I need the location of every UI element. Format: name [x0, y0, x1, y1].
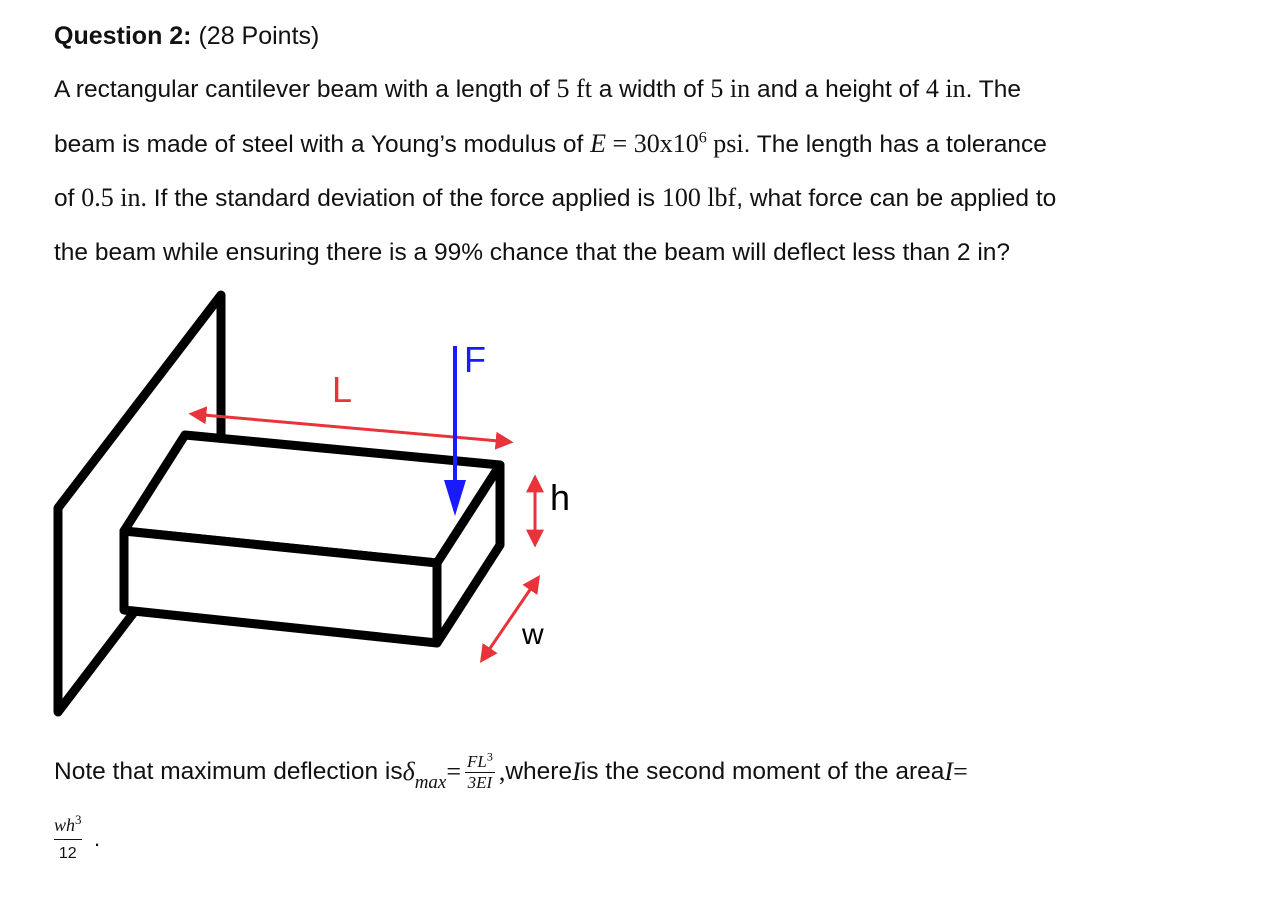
delta-subscript: max	[414, 772, 447, 793]
second-moment-denominator: 12	[58, 845, 77, 862]
note-text: is the second moment of the area	[580, 758, 945, 785]
second-moment-fraction	[54, 814, 82, 865]
problem-text: and a height of	[750, 76, 926, 103]
equals-sign: =	[446, 757, 462, 786]
problem-text: . The	[965, 76, 1022, 103]
problem-line-3	[54, 182, 1056, 215]
delta-symbol: δ	[402, 757, 415, 786]
deflection-note	[54, 740, 968, 804]
problem-line-2	[54, 128, 1047, 161]
modulus-mantissa: 30x10	[633, 129, 699, 158]
sentence-period: .	[94, 826, 101, 851]
std-dev-value: 100 lbf	[661, 183, 737, 212]
problem-text: A rectangular cantilever beam with a length of	[54, 76, 557, 103]
label-h: h	[550, 477, 571, 518]
second-moment-numerator	[54, 814, 82, 836]
question-heading	[54, 20, 319, 52]
question-points: (28 Points)	[191, 22, 320, 50]
equals-sign: =	[953, 757, 968, 786]
numerator-exponent: 3	[486, 748, 493, 763]
problem-text: . The length has a tolerance	[743, 131, 1047, 158]
note-text: where	[505, 758, 573, 785]
problem-line-4: the beam while ensuring there is a 99% chance that the beam will deflect less than 2 in?	[54, 239, 1011, 266]
cantilever-beam-diagram	[40, 280, 600, 720]
numerator-exponent: 3	[75, 812, 82, 827]
height-value: 4 in	[925, 74, 966, 103]
comma: ,	[498, 757, 506, 786]
deflection-fraction	[465, 748, 495, 793]
modulus-exponent: 6	[698, 129, 707, 147]
equals-sign: =	[606, 129, 634, 158]
problem-text: If the standard deviation of the force applied is	[146, 185, 662, 212]
question-number: Question 2:	[54, 22, 192, 50]
youngs-modulus-symbol: E	[590, 129, 607, 158]
problem-text: of	[54, 185, 82, 212]
fraction-bar	[54, 839, 82, 840]
numerator-text: wh	[54, 815, 76, 835]
length-value: 5 ft	[556, 74, 592, 103]
I-symbol: I	[572, 757, 581, 786]
fraction-numerator	[465, 748, 495, 772]
note-text: Note that maximum deflection is	[54, 758, 403, 785]
I-symbol: I	[944, 757, 954, 786]
problem-text: , what force can be applied to	[736, 185, 1057, 212]
delta-max-symbol	[402, 757, 447, 793]
label-L: L	[332, 369, 353, 410]
width-value: 5 in	[710, 74, 751, 103]
problem-text: beam is made of steel with a Young’s modulus of	[54, 131, 591, 158]
numerator-text: FL	[467, 751, 487, 771]
youngs-modulus-value	[634, 129, 744, 158]
tolerance-value: 0.5 in.	[81, 183, 147, 212]
label-F: F	[464, 339, 486, 380]
problem-text: a width of	[591, 76, 711, 103]
fraction-denominator: 3EI	[467, 772, 493, 792]
problem-line-1	[54, 73, 1021, 106]
modulus-unit: psi	[706, 129, 744, 158]
label-w: w	[522, 618, 544, 651]
